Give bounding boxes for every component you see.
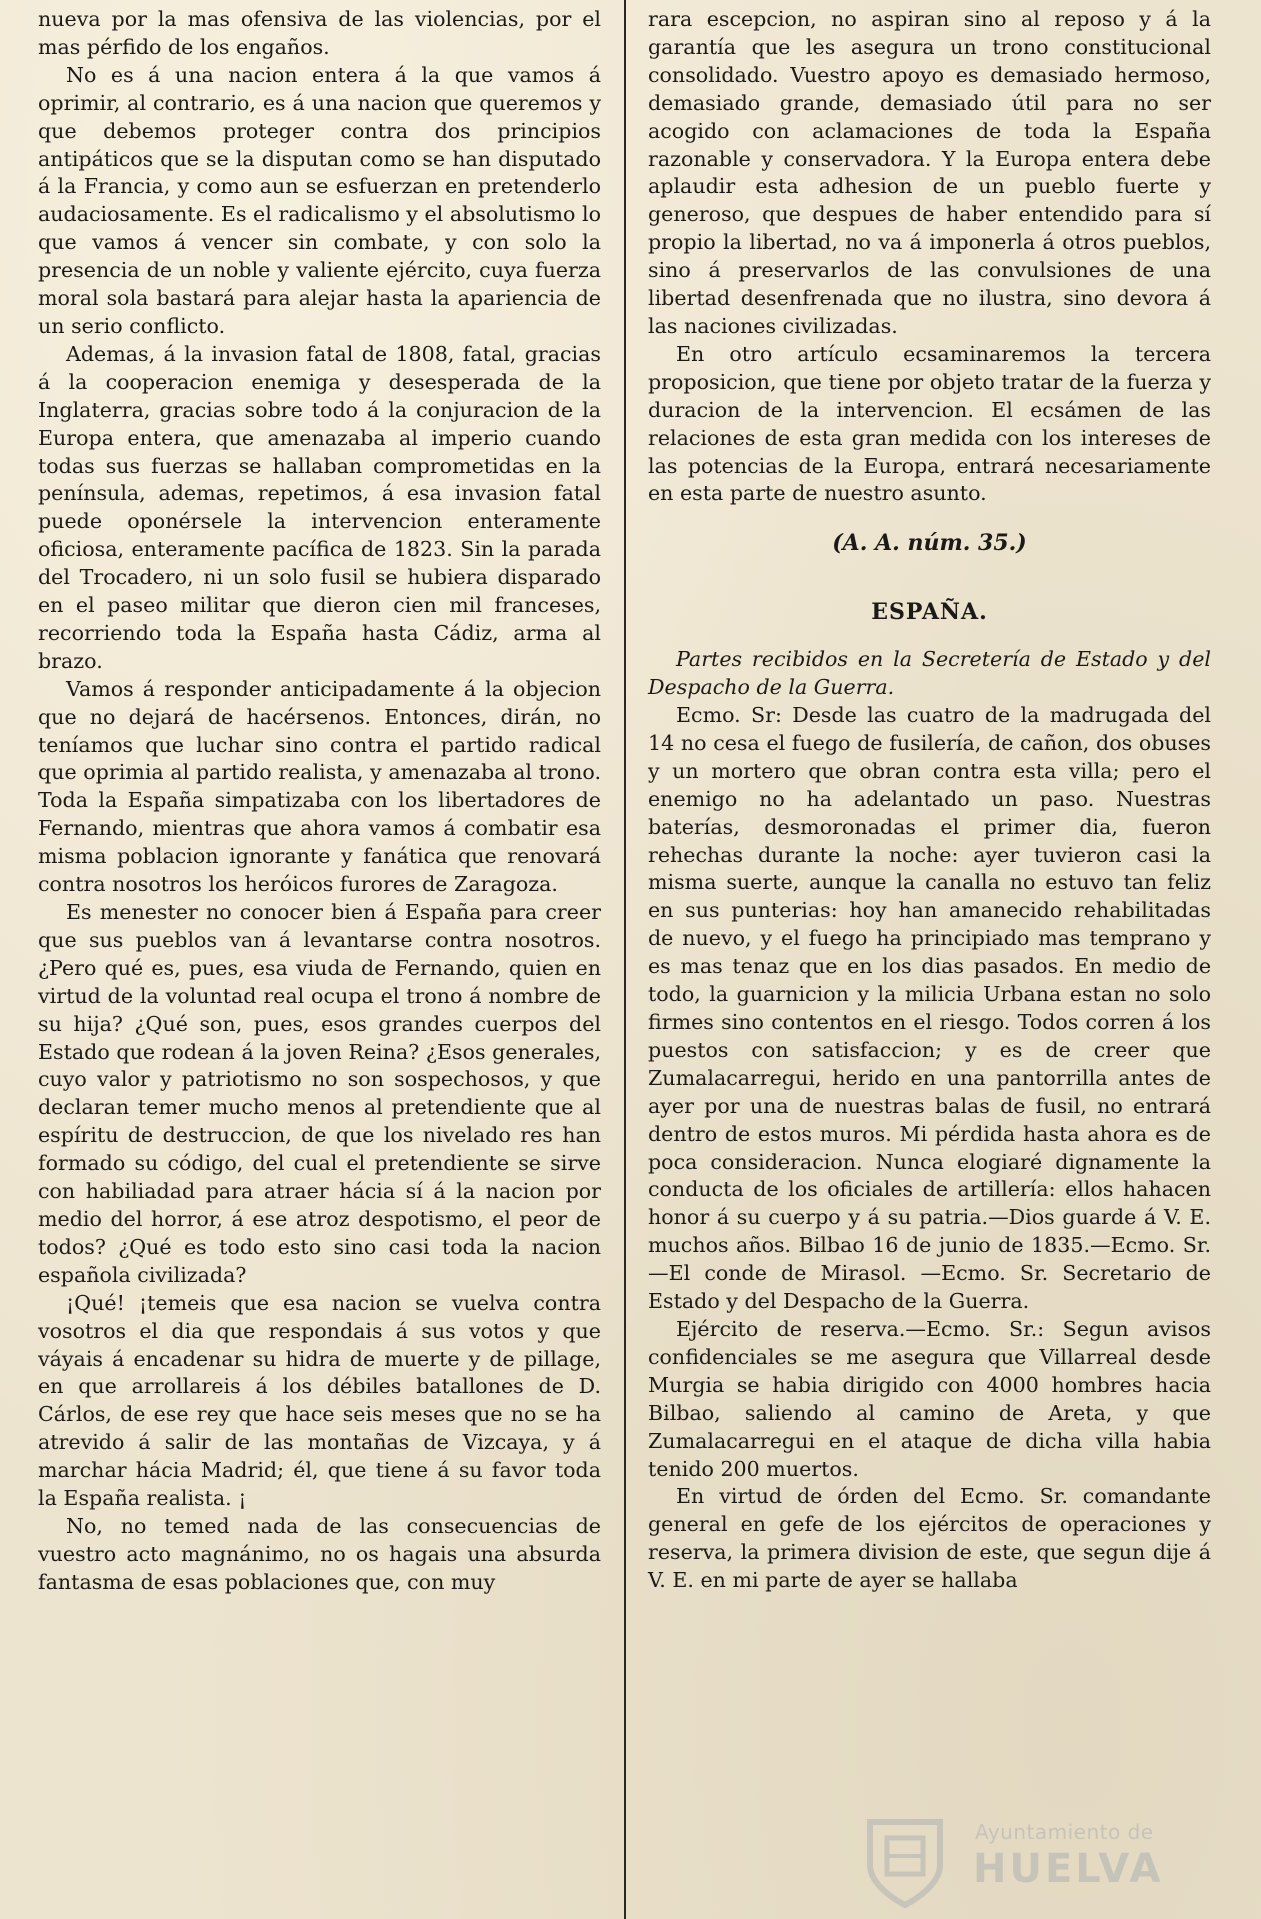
article-signature: (A. A. núm. 35.) <box>832 530 1027 557</box>
left-paragraph-1: nueva por la mas ofensiva de las violencias, por el mas pérfido de los engaños. <box>38 7 601 59</box>
section-subheading: Partes recibidos en la Secretería de Estado y del Despacho de la Guerra. <box>648 647 1211 700</box>
right-column <box>648 6 1211 1595</box>
section-title: ESPAÑA. <box>871 599 988 626</box>
left-paragraph-4: Vamos á responder anticipadamente á la objecion que no dejará de hacérsenos. Entonces, dirán, no teníamos que luchar sino contra el partido radical que oprimia al partido realista, y amenazaba al trono. Toda la España simpatizaba con los libertadores de Fernando, mientras que ahora vamos á combatir esa misma poblacion ignorante y fanática que renovará contra nosotros los heróicos furores de Zaragoza. <box>38 676 601 897</box>
column-divider <box>624 0 626 1919</box>
right-body-paragraph-2: Ejército de reserva.—Ecmo. Sr.: Segun avisos confidenciales se me asegura que Villarreal desde Murgia se habia dirigido con 4000 hombres hacia Bilbao, saliendo al camino de Areta, y que Zumalacarregui en el ataque de dicha villa habia tenido 200 muertos. <box>648 1316 1211 1481</box>
watermark-line-2: HUELVA <box>973 1846 1164 1892</box>
left-paragraph-7: No, no temed nada de las consecuencias de vuestro acto magnánimo, no os hagais una absurda fantasma de esas poblaciones que, con muy <box>38 1513 601 1594</box>
left-paragraph-6: ¡Qué! ¡temeis que esa nacion se vuelva contra vosotros el dia que respondais á sus votos y que váyais á encadenar su hidra de muerte y de pillage, en que arrollareis á los débiles batallones de D. Cárlos, de ese rey que hace seis meses que no se ha atrevido á salir de las montañas de Vizcaya, y á marchar hácia Madrid; él, que tiene á su favor toda la España realista. ¡ <box>38 1290 601 1511</box>
right-intro-paragraph-1: rara escepcion, no aspiran sino al reposo y á la garantía que les asegura un trono constitucional consolidado. Vuestro apoyo es demasiado hermoso, demasiado grande, demasiado útil para no ser acogido con aclamaciones de toda la España razonable y conservadora. Y la Europa entera debe aplaudir esta adhesion de un pueblo fuerte y generoso, que despues de haber entendido para sí propio la libertad, no va á imponerla á otros pueblos, sino á preservarlos de las convulsiones de una libertad desenfrenada que no ilustra, sino devora á las naciones civilizadas. <box>648 7 1211 338</box>
watermark-line-1: Ayuntamiento de <box>975 1820 1154 1844</box>
left-paragraph-5: Es menester no conocer bien á España para creer que sus pueblos van á levantarse contra nosotros. ¿Pero qué es, pues, esa viuda de Fernando, quien en virtud de la voluntad real ocupa el trono á nombre de su hija? ¿Qué son, pues, esos grandes cuerpos del Estado que rodean á la joven Reina? ¿Esos generales, cuyo valor y patriotismo no son sospechosos, y que declaran temer mucho menos al pretendiente que al espíritu de destruccion, de que los nivelado res han formado su código, del cual el pretendiente se sirve con habiliadad para atraer hácia sí á la nacion por medio del horror, á ese atroz despotismo, el peor de todos? ¿Qué es todo esto sino casi toda la nacion española civilizada? <box>38 900 601 1287</box>
city-shield-icon <box>855 1810 955 1910</box>
right-body-paragraph-1: Ecmo. Sr: Desde las cuatro de la madrugada del 14 no cesa el fuego de fusilería, de cañon, dos obuses y un mortero que obran contra esta villa; pero el enemigo no ha adelantado un paso. Nuestras baterías, desmoronadas el primer dia, fueron rehechas durante la noche: ayer tuvieron casi la misma suerte, aunque la canalla no estuvo tan feliz en sus punterias: hoy han amanecido rehabilitadas de nuevo, y el fuego ha principiado mas temprano y es mas tenaz que en los dias pasados. En medio de todo, la guarnicion y la milicia Urbana estan no solo firmes sino contentos en el riesgo. Todos corren á los puestos con satisfaccion; y es de creer que Zumalacarregui, herido en una pantorrilla antes de ayer por una de nuestras balas de fusil, no entrará dentro de estos muros. Mi pérdida hasta ahora es de poca consideracion. Nunca elogiaré dignamente la conducta de los oficiales de artillería: ellos hahacen honor á su cuerpo y á su patria.—Dios guarde á V. E. muchos años. Bilbao 16 de junio de 1835.—Ecmo. Sr.—El conde de Mirasol. —Ecmo. Sr. Secretario de Estado y del Despacho de la Guerra. <box>648 703 1211 1314</box>
right-intro-paragraph-2: En otro artículo ecsaminaremos la tercera proposicion, que tiene por objeto tratar de la fuerza y duracion de la intervencion. El ecsámen de las relaciones de esta gran medida con los intereses de las potencias de la Europa, entrará necesariamente en esta parte de nuestro asunto. <box>648 341 1211 506</box>
left-paragraph-3: Ademas, á la invasion fatal de 1808, fatal, gracias á la cooperacion enemiga y desesperada de la Inglaterra, gracias sobre todo á la conjuracion de la Europa entera, que amenazaba al imperio cuando todas sus fuerzas se hallaban comprometidas en la península, ademas, repetimos, á esa invasion fatal puede oponérsele la intervencion enteramente oficiosa, enteramente pacífica de 1823. Sin la parada del Trocadero, ni un solo fusil se hubiera disparado en el paseo militar que dieron cien mil franceses, recorriendo toda la España hasta Cádiz, arma al brazo. <box>38 341 601 673</box>
left-paragraph-2: No es á una nacion entera á la que vamos á oprimir, al contrario, es á una nacion que queremos y que debemos proteger contra dos principios antipáticos que se la disputan como se han disputado á la Francia, y como aun se esfuerzan en pretenderlo audaciosamente. Es el radicalismo y el absolutismo lo que vamos á vencer sin combate, y con solo la presencia de un noble y valiente ejército, cuya fuerza moral sola bastará para alejar hasta la apariencia de un serio conflicto. <box>38 62 601 338</box>
spacer <box>648 626 1211 646</box>
spacer <box>648 558 1211 598</box>
left-column <box>38 6 601 1597</box>
right-body-paragraph-3: En virtud de órden del Ecmo. Sr. comandante general en gefe de los ejércitos de operaciones y reserva, la primera division de este, que segun dije á V. E. en mi parte de ayer se hallaba <box>648 1484 1211 1593</box>
archive-watermark <box>855 1810 1235 1910</box>
spacer <box>648 508 1211 530</box>
